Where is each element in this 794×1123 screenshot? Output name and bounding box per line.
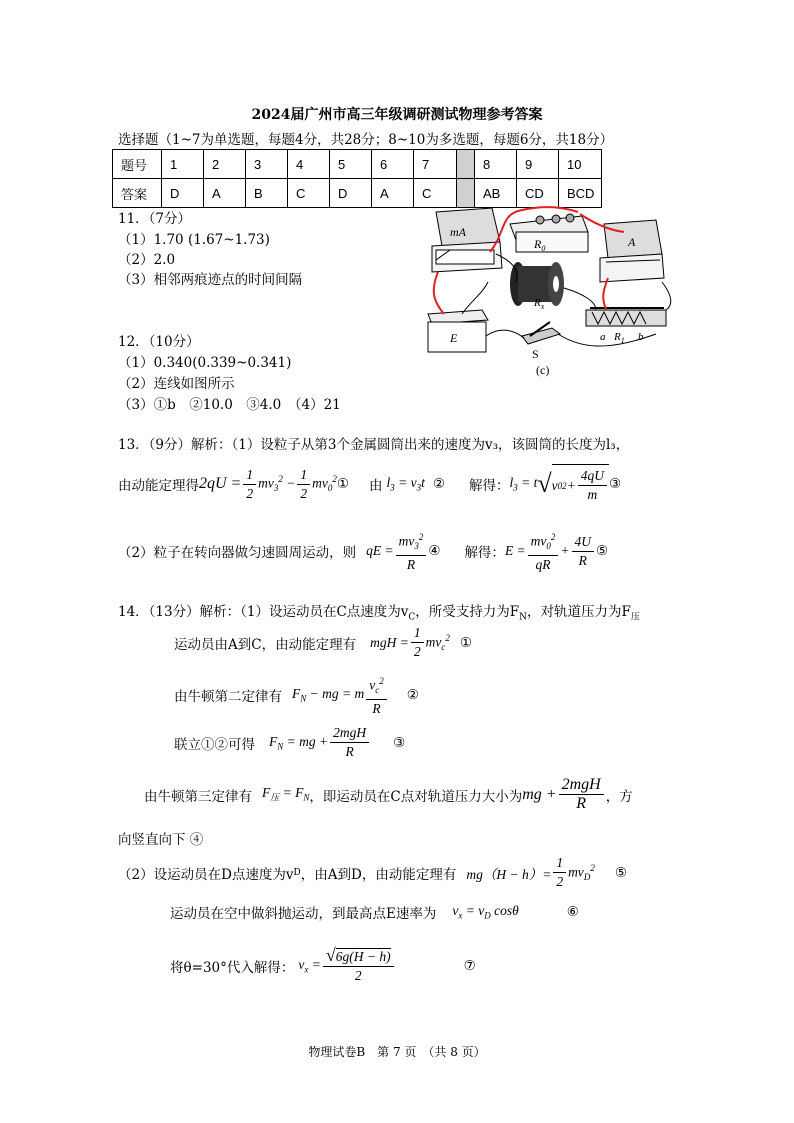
table-cell: 1 [162, 150, 204, 179]
q14-l6b: ，由A到D，由动能定理有 [300, 866, 457, 883]
q14-line-6: （2）设运动员在D点速度为v D ，由A到D，由动能定理有 mg（H − h）= $\frac{1}{2}$ $mv_D^2$ ⑤ [118, 855, 627, 889]
table-cell: 4 [288, 150, 330, 179]
page-footer: 物理试卷B 第 7 页 （共 8 页） [308, 1045, 486, 1059]
table-cell: 2 [204, 150, 246, 179]
milliammeter [432, 208, 502, 272]
r1-sub: 1 [620, 336, 625, 345]
table-cell: CD [517, 179, 559, 208]
page-title: 2024届广州市高三年级调研测试物理参考答案 [251, 107, 543, 123]
q13-line-2: 由动能定理得 2qU = $\frac{1}{2}$ $mv_3^2$ − $\frac{1}{2}$ $mv_0^2$ ① 由 $l_3 = v_3t$ ② 解得： $l_3 = t$ √ v 0 2 + $\frac{4qU}{m}$ ③ [118, 464, 621, 504]
table-cell: D [162, 179, 204, 208]
choice-header: 选择题（1~7为单选题，每题4分，共28分；8~10为多选题，每题6分，共18分） [118, 132, 614, 148]
circuit-figure [410, 202, 680, 378]
svg-text:R1 [613, 331, 625, 345]
answer-table [112, 149, 602, 208]
resistance-box-r0 [510, 214, 588, 253]
table-cell: AB [475, 179, 517, 208]
q14-l7: 运动员在空中做斜抛运动，到最高点E速率为 [170, 906, 437, 922]
row-label: 题号 [113, 150, 162, 179]
figure-label: (c) [536, 363, 550, 377]
q14-l3: 联立①②可得 [174, 736, 255, 753]
battery [428, 310, 488, 352]
q14-intro-text: 14．（13分）解析：（1）设运动员在C点速度为v [118, 604, 409, 620]
q11-answer-1: （1）1.70 (1.67~1.73) [118, 232, 270, 248]
q13-intro: 13．（9分）解析：（1）设粒子从第3个金属圆筒出来的速度为v₃，该圆筒的长度为l₃， [118, 437, 630, 453]
table-cell: 6 [372, 150, 414, 179]
q14-intro-rest: ，所受支持力为F [415, 604, 520, 620]
q14-line-8: 将θ=30°代入解得： $v_x$ = $\frac{√6g(H - h)}{2}$ ⑦ [170, 945, 476, 983]
q14-l4a: 由牛顿第三定律有 [144, 788, 252, 805]
e-label: E [450, 331, 458, 345]
r0-sub: 0 [541, 244, 546, 253]
q14-l8: 将θ=30°代入解得： [170, 959, 295, 976]
q13-l2-solve: 解得： [468, 478, 510, 494]
table-cell: C [288, 179, 330, 208]
q13-l3-prefix: （2）粒子在转向器做匀速圆周运动，则 [118, 545, 357, 562]
table-cell: D [330, 179, 372, 208]
q14-l2: 由牛顿第二定律有 [174, 689, 282, 706]
q13-l2-prefix: 由动能定理得 [118, 478, 199, 494]
table-cell: BCD [559, 179, 602, 208]
q14-l1: 运动员由A到C，由动能定理有 [174, 636, 357, 653]
q14-l6: （2）设运动员在D点速度为v [118, 866, 294, 883]
q14-line-1: 运动员由A到C，由动能定理有 mgH = $\frac{1}{2}$ $mv_c^2$ ① [174, 625, 472, 659]
q11-answer-2: （2）2.0 [118, 252, 176, 268]
table-cell: 8 [475, 150, 517, 179]
b-terminal: b [638, 331, 644, 343]
table-cell: A [204, 179, 246, 208]
table-cell: C [414, 179, 457, 208]
q14-line-5: 向竖直向下 ④ [118, 832, 204, 848]
q14-line-4: 由牛顿第三定律有 $F_压 = F_N$ ，即运动员在C点对轨道压力大小为 mg + $\frac{\text{2mgH}}{R}$ ，方 [144, 776, 633, 812]
a-terminal: a [600, 331, 606, 343]
q14-l4c: ，方 [605, 788, 633, 805]
s-label: S [532, 347, 539, 361]
rx-label: R [534, 297, 541, 309]
table-cell: 10 [559, 150, 602, 179]
q13-l2-mid: 由 [368, 478, 383, 494]
resistor-rx [510, 262, 564, 311]
row-label: 答案 [113, 179, 162, 208]
table-cell: 7 [414, 150, 457, 179]
q14-intro-rest2: ，对轨道压力为F [527, 604, 631, 620]
table-cell: 3 [246, 150, 288, 179]
table-row [113, 150, 602, 179]
q14-line-7: 运动员在空中做斜抛运动，到最高点E速率为 $v_x = v_D$ cosθ ⑥ [170, 903, 579, 922]
q14-intro: 14．（13分）解析：（1）设运动员在C点速度为$v_C$，所受支持力为$F_N$，对轨道压力为$F_压$ [118, 604, 640, 623]
q14-line-3: 联立①②可得 $F_N$ = mg + $\frac{\text{2mgH}}{R}$ ③ [174, 725, 406, 759]
table-cell: B [246, 179, 288, 208]
switch [522, 322, 560, 361]
q13-line-3: （2）粒子在转向器做匀速圆周运动，则 qE = $\frac{mv_3^2}{R}$ ④ 解得： E = $\frac{mv_0^2}{qR}$ + $\frac{4U}{R}$ ⑤ [118, 528, 608, 574]
q14-l4b: ，即运动员在C点对轨道压力大小为 [309, 788, 523, 805]
q14-line-2: 由牛顿第二定律有 $F_N$ − mg = m $\frac{v_c^2}{R}$ ② [174, 672, 419, 718]
q11-heading: 11．（7分） [118, 211, 192, 227]
rx-sub: x [540, 302, 545, 311]
q13-l3-solve: 解得： [464, 545, 505, 562]
ma-label: mA [450, 225, 466, 239]
table-cell: 5 [330, 150, 372, 179]
a-label: A [628, 235, 636, 249]
gap-cell [457, 150, 475, 179]
q12-answer-3: （3）①b ②10.0 ③4.0 （4）21 [118, 397, 341, 413]
table-cell: 9 [517, 150, 559, 179]
q12-answer-1: （1）0.340(0.339~0.341) [118, 355, 292, 371]
r0-label: R [534, 237, 542, 251]
r1-label: R [614, 331, 621, 343]
rheostat-r1 [586, 308, 666, 345]
table-cell: A [372, 179, 414, 208]
q11-answer-3: （3）相邻两痕迹点的时间间隔 [118, 272, 303, 288]
q12-heading: 12．（10分） [118, 334, 200, 350]
q12-answer-2: （2）连线如图所示 [118, 376, 235, 392]
